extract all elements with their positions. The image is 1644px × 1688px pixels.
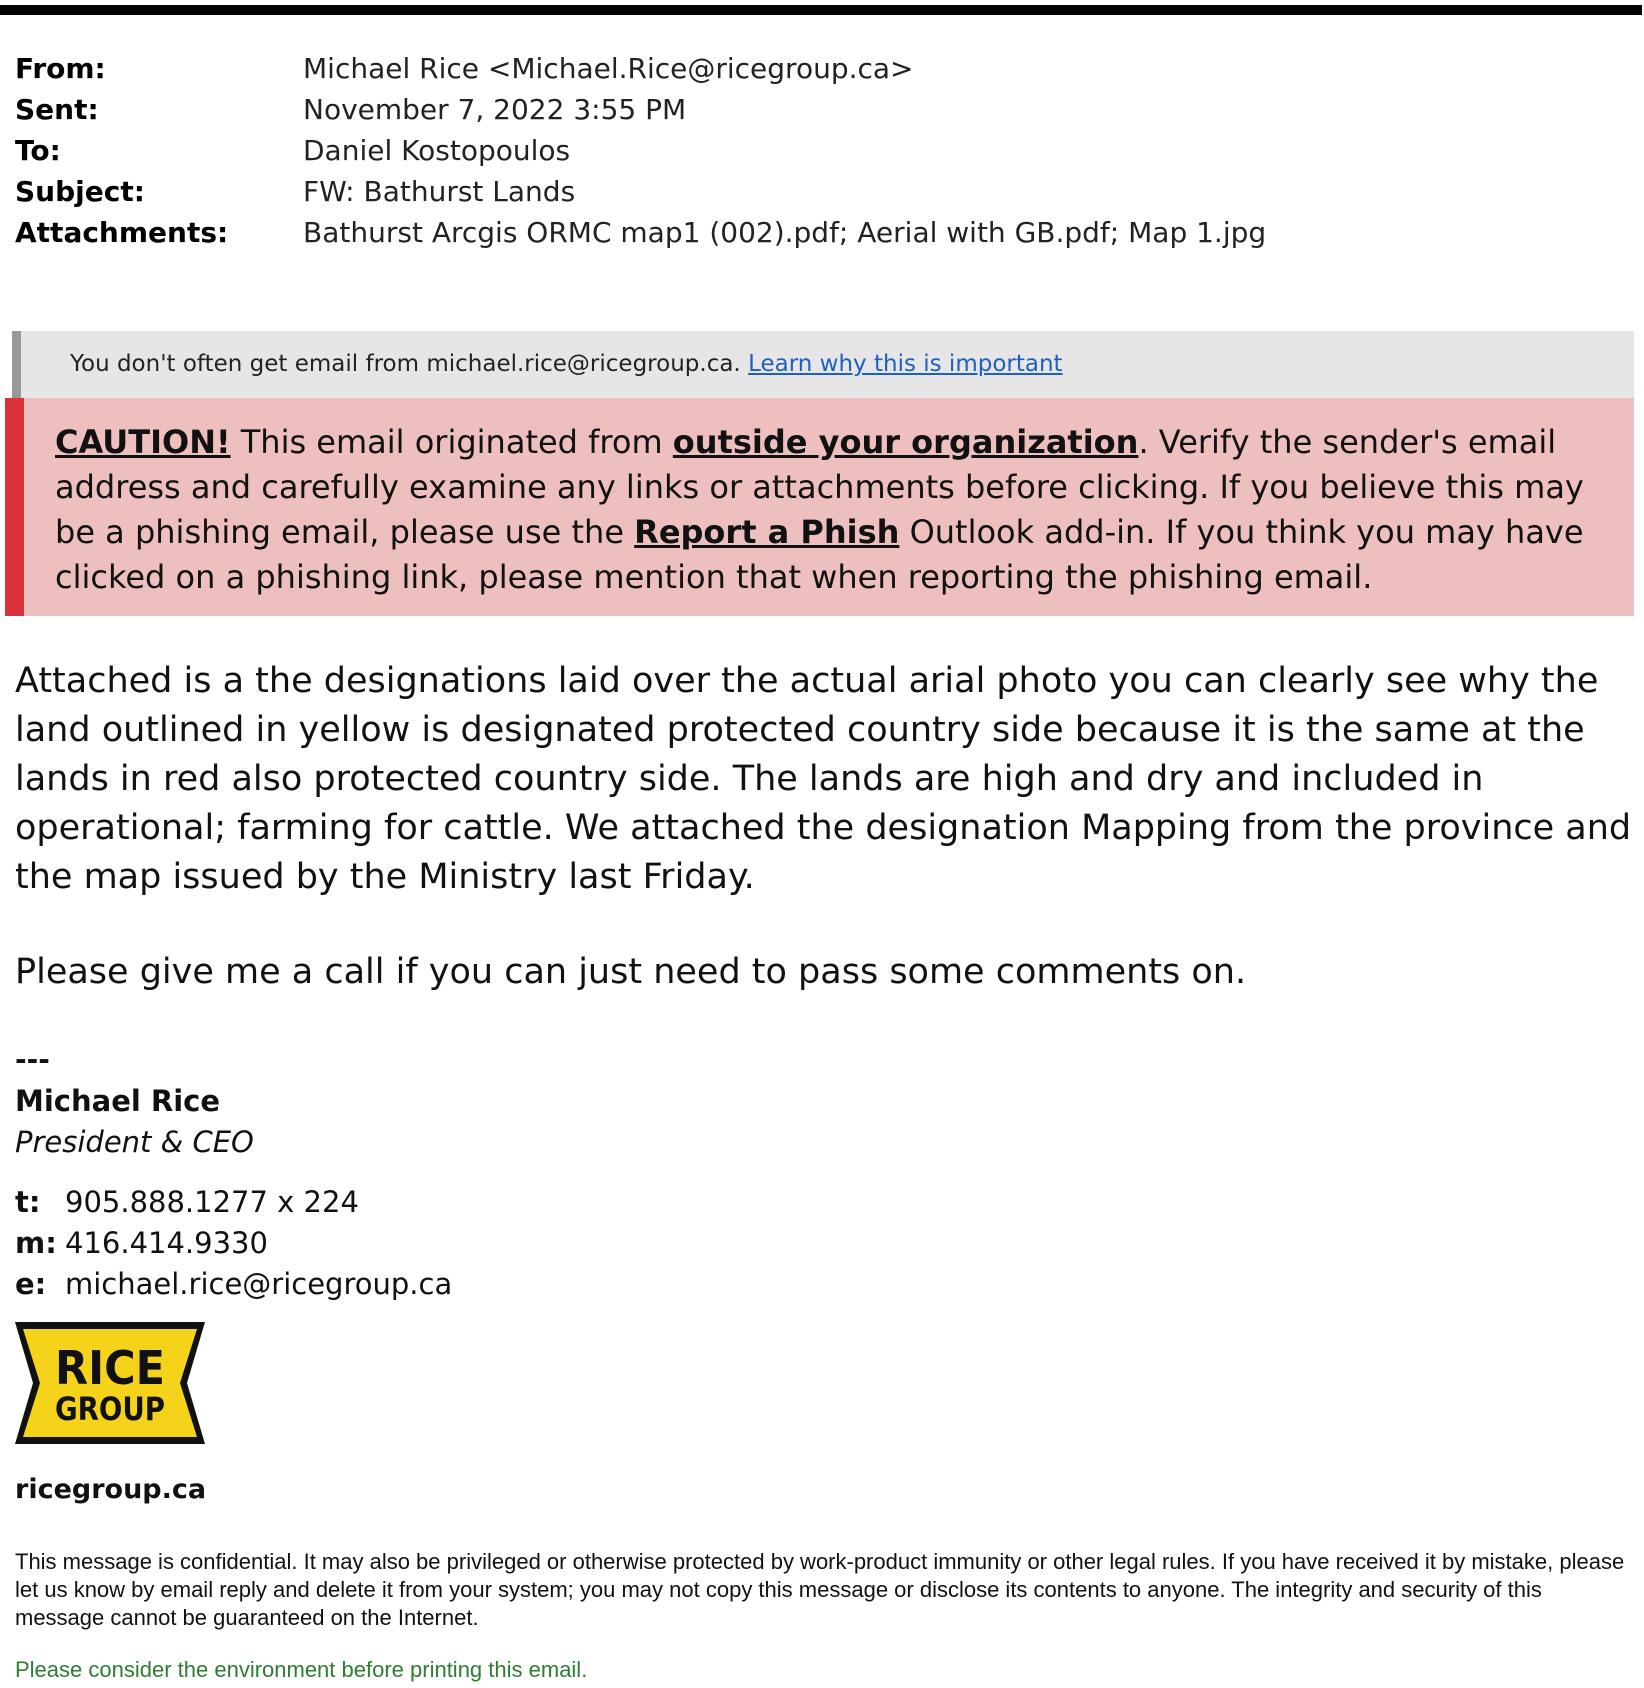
logo-text-rice: RICE bbox=[55, 1341, 165, 1395]
caution-banner bbox=[5, 398, 1634, 616]
logo-text-group: GROUP bbox=[55, 1390, 165, 1428]
mobile-label: m: bbox=[15, 1226, 57, 1260]
signature-separator: --- bbox=[15, 1043, 50, 1076]
learn-why-link[interactable]: Learn why this is important bbox=[748, 351, 1063, 377]
subject-label: Subject: bbox=[15, 175, 145, 208]
email-label: e: bbox=[15, 1267, 47, 1301]
phone-value: 905.888.1277 x 224 bbox=[65, 1185, 359, 1219]
contact-details bbox=[15, 1182, 452, 1305]
sent-value: November 7, 2022 3:55 PM bbox=[303, 93, 687, 126]
confidentiality-notice: This message is confidential. It may also be privileged or otherwise protected by work-product immunity or other legal rules. If you have received it by mistake, please let us know by email reply and delete it from your system; you may not copy this message or disclose its contents to anyone. The integrity and security of this message cannot be guaranteed on the Internet. bbox=[15, 1549, 1625, 1630]
email-header bbox=[15, 48, 1266, 253]
attachments-value[interactable]: Bathurst Arcgis ORMC map1 (002).pdf; Aerial with GB.pdf; Map 1.jpg bbox=[303, 216, 1267, 249]
top-divider bbox=[0, 5, 1642, 15]
rice-group-logo bbox=[15, 1322, 205, 1444]
signature-title: President & CEO bbox=[15, 1125, 254, 1159]
report-phish-text: Report a Phish bbox=[634, 513, 900, 551]
phone-label: t: bbox=[15, 1185, 41, 1219]
caution-text-3: Outlook add-in. If you think you may have clicked on a phishing link, please mention that when reporting the phishing email. bbox=[55, 513, 1584, 596]
mobile-row bbox=[15, 1223, 452, 1264]
from-value: Michael Rice <Michael.Rice@ricegroup.ca> bbox=[303, 52, 914, 85]
attachments-row bbox=[15, 212, 1266, 253]
from-label: From: bbox=[15, 52, 106, 85]
caution-text-1: This email originated from bbox=[230, 423, 673, 461]
attachments-label: Attachments: bbox=[15, 216, 229, 249]
sent-label: Sent: bbox=[15, 93, 99, 126]
outside-org-text: outside your organization bbox=[672, 423, 1139, 461]
environment-note: Please consider the environment before printing this email. bbox=[15, 1657, 588, 1682]
to-value: Daniel Kostopoulos bbox=[303, 134, 571, 167]
phone-row bbox=[15, 1182, 452, 1223]
from-row bbox=[15, 48, 1266, 89]
caution-text-2: . Verify the sender's email address and carefully examine any links or attachments before clicking. If you believe this may be a phishing email, please use the bbox=[55, 423, 1584, 551]
external-sender-notice bbox=[12, 331, 1634, 398]
to-row bbox=[15, 130, 1266, 171]
caution-label: CAUTION! bbox=[55, 423, 231, 461]
email-value[interactable]: michael.rice@ricegroup.ca bbox=[65, 1267, 453, 1301]
to-label: To: bbox=[15, 134, 61, 167]
email-row bbox=[15, 1264, 452, 1305]
mobile-value: 416.414.9330 bbox=[65, 1226, 268, 1260]
website-text[interactable]: ricegroup.ca bbox=[15, 1474, 207, 1505]
email-body-paragraph-2: Please give me a call if you can just need to pass some comments on. bbox=[15, 952, 1247, 992]
subject-value: FW: Bathurst Lands bbox=[303, 175, 576, 208]
notice-text: You don't often get email from michael.rice@ricegroup.ca. bbox=[70, 351, 741, 377]
sent-row bbox=[15, 89, 1266, 130]
signature-name: Michael Rice bbox=[15, 1084, 221, 1118]
email-body-paragraph-1: Attached is a the designations laid over the actual arial photo you can clearly see why the land outlined in yellow is designated protected country side because it is the same at the lands in red also protected country side. The lands are high and dry and included in operational; farming for cattle. We attached the designation Mapping from the province and the map issued by the Ministry last Friday. bbox=[15, 661, 1632, 897]
subject-row bbox=[15, 171, 1266, 212]
